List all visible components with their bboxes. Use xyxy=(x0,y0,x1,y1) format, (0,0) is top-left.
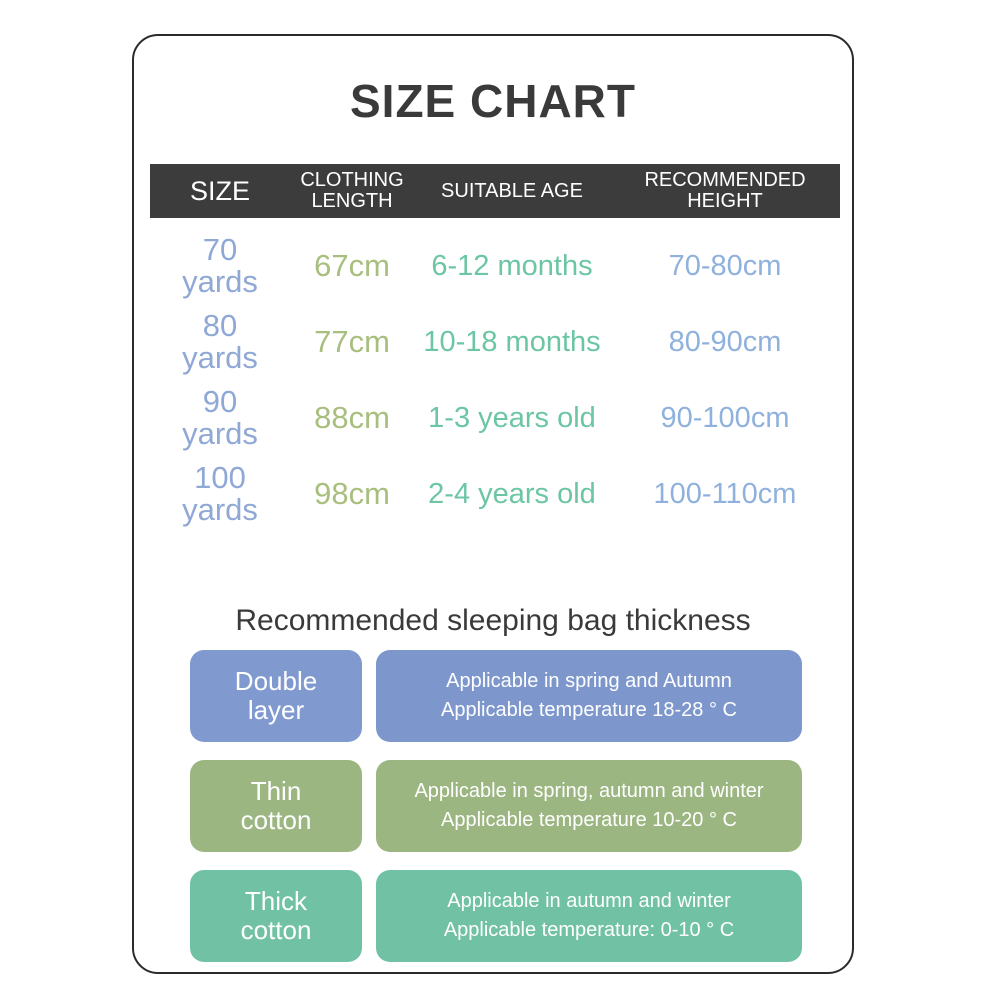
table-row xyxy=(150,456,840,532)
cell-length: 77cm xyxy=(314,323,390,359)
thickness-desc-line2: Applicable temperature: 0-10 ° C xyxy=(443,919,735,941)
cell-size-line1: 100 xyxy=(194,459,246,495)
cell-length: 67cm xyxy=(314,247,390,283)
thickness-name-thin-cotton xyxy=(190,760,362,852)
header-size: SIZE xyxy=(189,175,250,206)
cell-age: 6-12 months xyxy=(431,249,593,282)
cell-height: 70-80cm xyxy=(668,249,782,282)
thickness-name-line1: Thin xyxy=(250,775,302,806)
cell-size-line1: 90 xyxy=(202,383,238,419)
thickness-item xyxy=(190,760,802,852)
header-clothing-length-line1: CLOTHING xyxy=(300,169,404,191)
thickness-item xyxy=(190,650,802,742)
cell-size-line2: yards xyxy=(182,492,258,527)
cell-size-line1: 80 xyxy=(202,307,238,343)
cell-length: 88cm xyxy=(314,399,390,435)
thickness-list xyxy=(190,650,802,974)
thickness-name-line1: Thick xyxy=(244,885,308,916)
thickness-name-line2: cotton xyxy=(240,805,312,835)
thickness-name-line2: cotton xyxy=(240,915,312,945)
table-row xyxy=(150,304,840,380)
cell-size xyxy=(150,459,290,527)
header-clothing-length-line2: LENGTH xyxy=(311,190,393,212)
cell-size-line2: yards xyxy=(182,416,258,451)
header-suitable-age: SUITABLE AGE xyxy=(441,179,583,202)
cell-height: 80-90cm xyxy=(668,325,782,358)
page-title: SIZE CHART xyxy=(350,75,636,127)
thickness-desc-thick-cotton xyxy=(376,870,802,962)
thickness-desc-line1: Applicable in spring and Autumn xyxy=(446,670,732,692)
cell-size-line2: yards xyxy=(182,340,258,375)
header-clothing-length xyxy=(290,170,414,212)
table-body xyxy=(150,218,840,532)
cell-length: 98cm xyxy=(314,475,390,511)
table-row xyxy=(150,380,840,456)
size-chart-card xyxy=(132,34,854,974)
header-recommended-height xyxy=(610,170,840,212)
table-row xyxy=(150,228,840,304)
thickness-name-double-layer xyxy=(190,650,362,742)
table-header-row xyxy=(150,164,840,218)
thickness-name-line2: layer xyxy=(247,695,305,725)
thickness-desc-line1: Applicable in autumn and winter xyxy=(447,890,731,912)
thickness-item xyxy=(190,870,802,962)
cell-age: 10-18 months xyxy=(423,325,601,358)
size-table xyxy=(150,164,840,532)
header-recommended-height-line1: RECOMMENDED xyxy=(644,169,806,191)
thickness-desc-line2: Applicable temperature 18-28 ° C xyxy=(441,699,737,721)
cell-age: 1-3 years old xyxy=(428,401,596,434)
cell-size-line2: yards xyxy=(182,264,258,299)
thickness-desc-thin-cotton xyxy=(376,760,802,852)
thickness-desc-line1: Applicable in spring, autumn and winter xyxy=(414,780,764,802)
cell-height: 100-110cm xyxy=(653,477,797,510)
cell-height: 90-100cm xyxy=(660,401,790,434)
cell-age: 2-4 years old xyxy=(428,477,596,510)
cell-size xyxy=(150,383,290,451)
cell-size xyxy=(150,307,290,375)
thickness-desc-line2: Applicable temperature 10-20 ° C xyxy=(441,809,737,831)
cell-size-line1: 70 xyxy=(202,231,238,267)
thickness-section-title: Recommended sleeping bag thickness xyxy=(235,604,751,637)
header-recommended-height-line2: HEIGHT xyxy=(687,190,763,212)
cell-size xyxy=(150,231,290,299)
thickness-name-line1: Double xyxy=(234,665,318,696)
thickness-name-thick-cotton xyxy=(190,870,362,962)
thickness-desc-double-layer xyxy=(376,650,802,742)
